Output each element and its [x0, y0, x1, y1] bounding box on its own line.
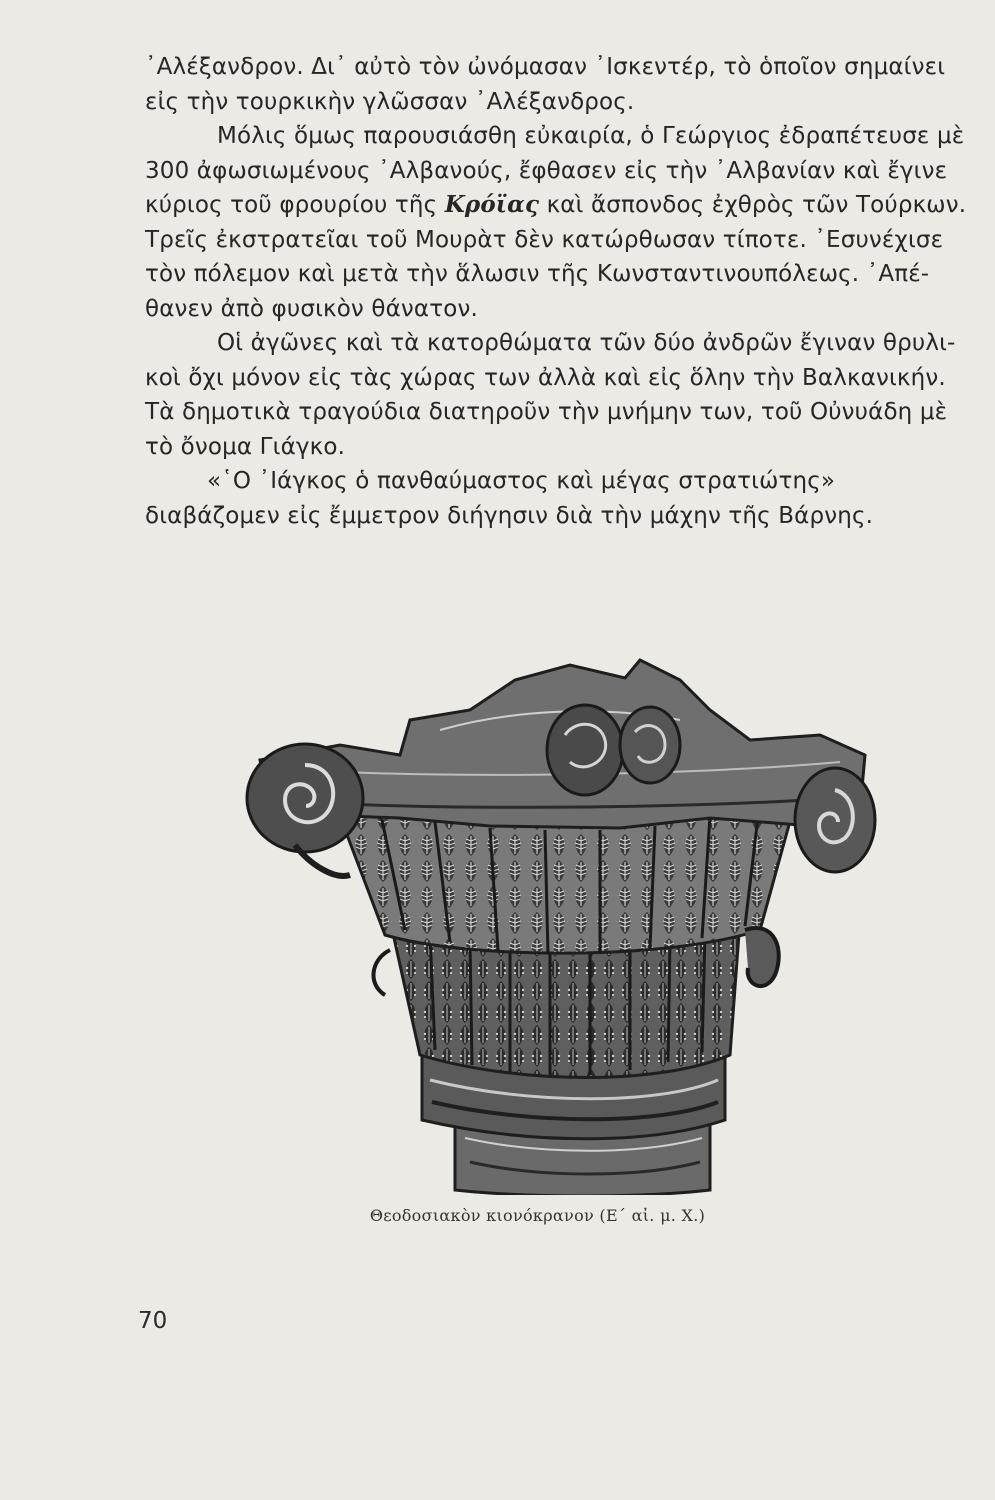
text-line: θανεν ἀπὸ φυσικὸν θάνατον. — [145, 295, 478, 322]
figure-caption: Θεοδοσιακὸν κιονόκρανον (Ε΄ αἰ. μ. Χ.) — [369, 1206, 706, 1225]
text-line: Τρεῖς ἐκστρατεῖαι τοῦ Μουρὰτ δὲν κατώρθωσαν τίποτε. ᾿Εσυνέχισε — [145, 226, 944, 253]
text-line: κοὶ ὄχι μόνον εἰς τὰς χώρας των ἀλλὰ καὶ εἰς ὅλην τὴν Βαλκανικήν. — [145, 364, 946, 391]
text-line: 300 ἀφωσιωμένους ᾿Αλβανούς, ἔφθασεν εἰς τὴν ᾿Αλβανίαν καὶ ἔγινε — [145, 157, 948, 184]
paragraph-start: Μόλις ὅμως παρουσιάσθη εὐκαιρία, ὁ Γεώργιος ἐδραπέτευσε μὲ — [217, 123, 965, 149]
text-line: τὸ ὄνομα Γιάγκο. — [145, 433, 346, 460]
text-line: τὸν πόλεμον καὶ μετὰ τὴν ἅλωσιν τῆς Κωνσταντινουπόλεως. ᾿Απέ- — [145, 261, 930, 287]
emphasized-place-name: Κρόϊας — [444, 191, 540, 218]
text-line — [145, 188, 980, 223]
paragraph-start: «῾Ο ᾿Ιάγκος ὁ πανθαύμαστος καὶ μέγας στρατιώτης» — [207, 468, 836, 494]
text-segment: καὶ ἄσπονδος ἐχθρὸς τῶν Τούρκων. — [539, 192, 967, 218]
text-segment: κύριος τοῦ φρουρίου τῆς — [145, 192, 445, 218]
paragraph-start: Οἱ ἀγῶνες καὶ τὰ κατορθώματα τῶν δύο ἀνδρῶν ἔγιναν θρυλι- — [217, 330, 956, 356]
page-number: 70 — [138, 1308, 168, 1334]
body-text — [145, 50, 980, 533]
text-line: διαβάζομεν εἰς ἔμμετρον διήγησιν διὰ τὴν μάχην τῆς Βάρνης. — [145, 502, 874, 529]
text-line: Τὰ δημοτικὰ τραγούδια διατηροῦν τὴν μνήμην των, τοῦ Οὐνυάδη μὲ — [145, 399, 948, 425]
text-line: ᾿Αλέξανδρον. Δι᾿ αὐτὸ τὸν ὠνόμασαν ᾿Ισκεντέρ, τὸ ὁποῖον σημαίνει — [145, 54, 946, 80]
column-capital-illustration — [240, 650, 880, 1195]
text-line: εἰς τὴν τουρκικὴν γλῶσσαν ᾿Αλέξανδρος. — [145, 88, 635, 115]
